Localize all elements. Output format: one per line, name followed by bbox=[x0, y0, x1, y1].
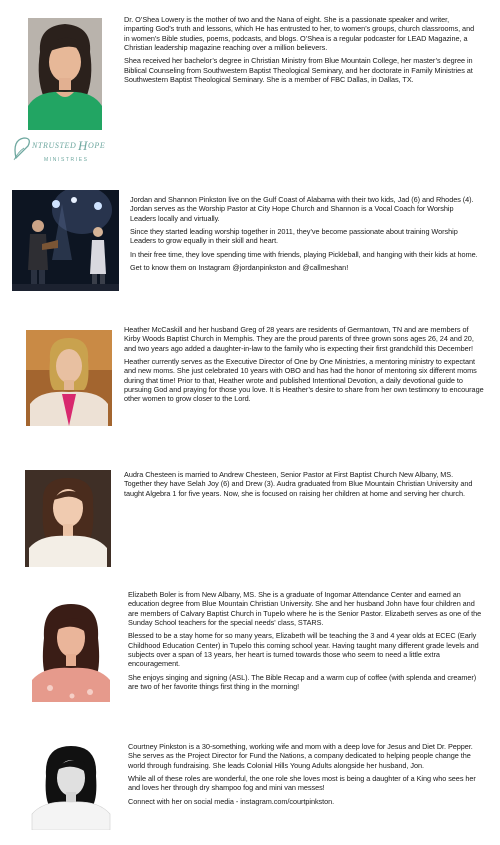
bio-paragraph: Shea received her bachelor’s degree in Christian Ministry from Blue Mountain College, her master’s degree in Biblical Counseling from Southwestern Baptist Theological Seminary, and her doctorate in Family Ministries at Southwestern Baptist Theological Seminary. She is a member of FBC Dallas, in Dallas, TX. bbox=[124, 56, 473, 84]
bio-paragraph: Heather currently serves as the Executive Director of One by One Ministries, a mentoring ministry to expectant and new moms. She just celebrated 10 years with OBO and has had the honor of mentoring six different moms during that time! Prior to that, Heather wrote and published Intentional Devotion, a daily devotional guide to pursuing God and praying for those you love. It is Heather’s desire to share from her own testimony to encourage other women to grow closer to the Lord. bbox=[124, 356, 484, 404]
svg-text:H: H bbox=[78, 138, 88, 153]
speaker-photo-pinkstons bbox=[12, 190, 119, 291]
speaker-bio-heather-mccaskill bbox=[124, 325, 484, 408]
svg-text:MINISTRIES: MINISTRIES bbox=[44, 157, 89, 163]
svg-text:OPE: OPE bbox=[88, 141, 106, 150]
speaker-bio-audra-chesteen bbox=[124, 470, 476, 502]
speaker-bio-elizabeth-boler bbox=[128, 590, 484, 695]
speaker-bio-oshea-lowery bbox=[124, 15, 480, 88]
bio-paragraph: Heather McCaskill and her husband Greg of 28 years are residents of Germantown, TN and are members of Kirby Woods Baptist Church in Memphis. They are the proud parents of three grown sons ages 26, 24 and 20, and two years ago added a daughter-in-law to the family who is expecting their first grandchild this December! bbox=[124, 325, 474, 353]
speaker-bio-pinkstons bbox=[130, 195, 480, 276]
bio-paragraph: Blessed to be a stay home for so many years, Elizabeth will be teaching the 3 and 4 year olds at ECEC (Early Childhood Education Center) in Tupelo this coming school year. Having taught many different grade levels and subjects over a span of 13 years, her heart is turned towards those who seem to need a little extra encouragement. bbox=[128, 631, 479, 669]
bio-paragraph: In their free time, they love spending time with friends, playing Pickleball, and hanging with their kids at home. bbox=[130, 249, 478, 259]
speaker-photo-audra-chesteen bbox=[25, 470, 111, 567]
bio-paragraph: Audra Chesteen is married to Andrew Chesteen, Senior Pastor at First Baptist Church New Albany, MS. Together they have Selah Joy (6) and Drew (3). Audra graduated from Blue Mountain Christian University and taught Algebra 1 for five years. Now, she is focused on raising her children at home and serving her church. bbox=[124, 470, 473, 498]
bio-paragraph: Elizabeth Boler is from New Albany, MS. She is a graduate of Ingomar Attendance Center and earned an education degree from Blue Mountain Christian University. She and her husband John have four children and are members of Calvary Baptist Church in Tupelo where he is the Senior Pastor. Elizabeth serves as one of the Sunday School teachers for the special needs' class, STARS. bbox=[128, 590, 482, 627]
speaker-photo-oshea-lowery bbox=[28, 18, 102, 130]
speaker-photo-elizabeth-boler bbox=[28, 598, 114, 702]
entrusted-hope-logo bbox=[10, 130, 122, 168]
bio-paragraph: While all of these roles are wonderful, the one role she loves most is being a daughter of a King who sees her and loves her through dry shampoo fog and mini van messes! bbox=[128, 773, 476, 793]
bio-paragraph: Jordan and Shannon Pinkston live on the Gulf Coast of Alabama with their two kids, Jad (6) and Rhodes (4). Jordan serves as the Worship Pastor at City Hope Church and Shannon is a Vocal Coach for Worship Leaders locally and virtually. bbox=[130, 195, 474, 223]
speaker-photo-courtney-pinkston bbox=[28, 740, 114, 830]
speaker-bio-courtney-pinkston bbox=[128, 742, 484, 810]
bio-paragraph: Connect with her on social media - instagram.com/courtpinkston. bbox=[128, 796, 335, 806]
svg-text:NTRUSTED: NTRUSTED bbox=[32, 141, 77, 150]
bio-paragraph: Dr. O’Shea Lowery is the mother of two and the Nana of eight. She is a passionate speaker and writer, imparting God’s truth and lessons, which He has entrusted to her, to women’s groups, church classrooms, and in women’s Bible studies, poems, podcasts, and blogs. O’Shea is a regular podcaster for LEAD Magazine, a Christian leadership magazine reaching over a million believers. bbox=[124, 15, 475, 52]
entrusted-hope-logo-mark bbox=[10, 130, 122, 168]
speaker-photo-heather-mccaskill bbox=[26, 330, 112, 426]
bio-paragraph: Courtney Pinkston is a 30-something, working wife and mom with a deep love for Jesus and Diet Dr. Pepper. She serves as the Project Director for Fund the Nations, a company dedicated to helping people change the world through fundraising. She leads Colonial Hills Young Adults alongside her husband, Jon. bbox=[128, 742, 473, 770]
bio-paragraph: Get to know them on Instagram @jordanpinkston and @callmeshan! bbox=[130, 262, 349, 272]
bio-paragraph: Since they started leading worship together in 2011, they’ve become passionate about training Worship Leaders to grow equally in their skill and heart. bbox=[130, 226, 458, 246]
bio-paragraph: She enjoys singing and signing (ASL). The Bible Recap and a warm cup of coffee (with splenda and creamer) are two of her favorite things first thing in the morning! bbox=[128, 672, 477, 691]
